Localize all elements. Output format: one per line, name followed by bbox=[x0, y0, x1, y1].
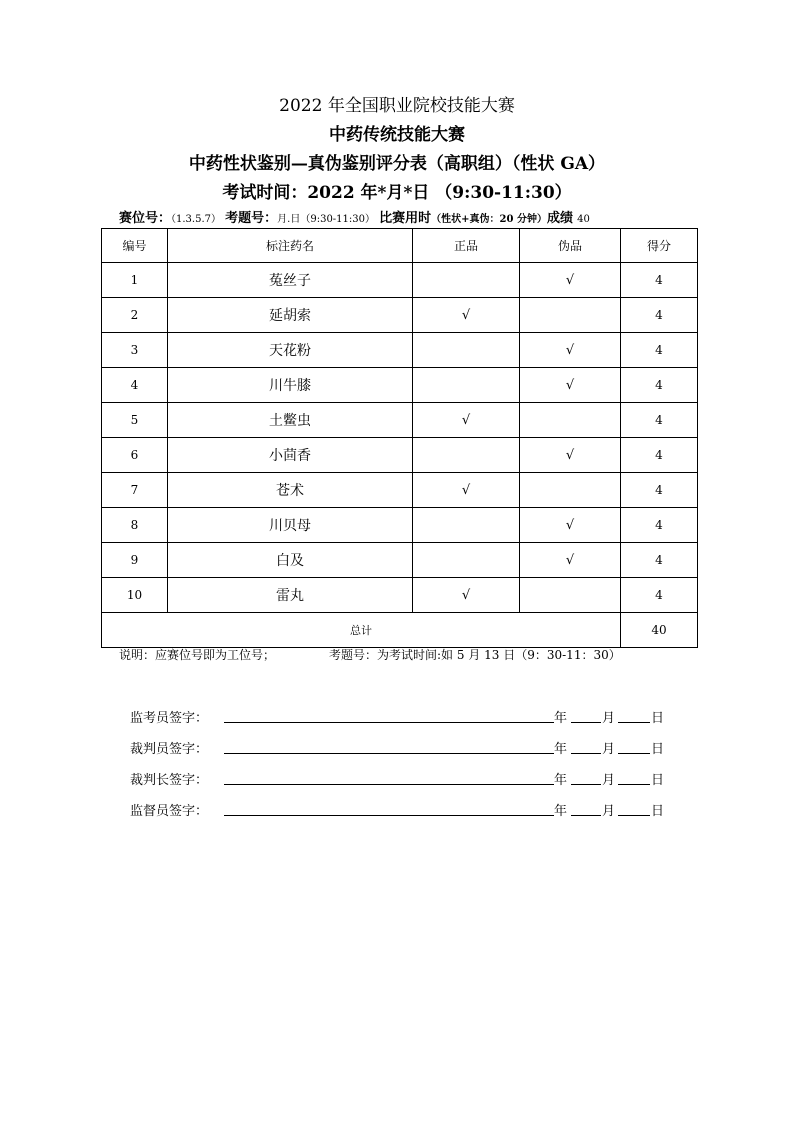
month-label: 月 bbox=[602, 804, 616, 819]
row-score: 4 bbox=[621, 508, 698, 543]
day-blank[interactable] bbox=[618, 815, 650, 816]
row-no: 5 bbox=[102, 403, 168, 438]
row-name: 土鳖虫 bbox=[168, 403, 413, 438]
year-label: 年 bbox=[554, 711, 568, 726]
row-no: 7 bbox=[102, 473, 168, 508]
row-genuine: √ bbox=[413, 298, 520, 333]
day-blank[interactable] bbox=[618, 722, 650, 723]
signature-line[interactable] bbox=[224, 784, 554, 785]
row-genuine bbox=[413, 368, 520, 403]
note-seat: 说明：应赛位号即为工位号； bbox=[119, 648, 276, 662]
row-name: 白及 bbox=[168, 543, 413, 578]
day-blank[interactable] bbox=[618, 784, 650, 785]
score-label: 成绩 bbox=[546, 211, 573, 226]
table-row bbox=[102, 368, 698, 403]
row-fake: √ bbox=[520, 333, 621, 368]
total-label: 总计 bbox=[102, 613, 621, 648]
row-score: 4 bbox=[621, 543, 698, 578]
row-name: 川贝母 bbox=[168, 508, 413, 543]
table-header-row bbox=[102, 229, 698, 263]
row-genuine bbox=[413, 333, 520, 368]
total-row bbox=[102, 613, 698, 648]
row-score: 4 bbox=[621, 578, 698, 613]
header-fake: 伪品 bbox=[520, 229, 621, 263]
row-score: 4 bbox=[621, 403, 698, 438]
row-score: 4 bbox=[621, 368, 698, 403]
table-row bbox=[102, 403, 698, 438]
row-no: 9 bbox=[102, 543, 168, 578]
title-block bbox=[0, 92, 794, 208]
day-label: 日 bbox=[651, 742, 665, 757]
competition-title: 2022 年全国职业院校技能大赛 bbox=[279, 96, 515, 116]
signature-label: 监考员签字： bbox=[130, 711, 209, 726]
row-no: 4 bbox=[102, 368, 168, 403]
row-score: 4 bbox=[621, 473, 698, 508]
year-label: 年 bbox=[554, 804, 568, 819]
row-no: 3 bbox=[102, 333, 168, 368]
header-genuine: 正品 bbox=[413, 229, 520, 263]
header-name: 标注药名 bbox=[168, 229, 413, 263]
row-genuine bbox=[413, 543, 520, 578]
event-title: 中药传统技能大赛 bbox=[329, 125, 465, 145]
seat-label: 赛位号： bbox=[119, 211, 172, 226]
row-name: 菟丝子 bbox=[168, 263, 413, 298]
signature-line[interactable] bbox=[224, 753, 554, 754]
form-title: 中药性状鉴别—真伪鉴别评分表（高职组）（性状 GA） bbox=[188, 154, 606, 174]
row-fake bbox=[520, 298, 621, 333]
year-label: 年 bbox=[554, 742, 568, 757]
table-row bbox=[102, 508, 698, 543]
score-table bbox=[101, 228, 698, 648]
month-blank[interactable] bbox=[571, 722, 601, 723]
row-name: 小茴香 bbox=[168, 438, 413, 473]
row-no: 10 bbox=[102, 578, 168, 613]
row-fake: √ bbox=[520, 438, 621, 473]
day-label: 日 bbox=[651, 711, 665, 726]
row-no: 8 bbox=[102, 508, 168, 543]
row-fake bbox=[520, 473, 621, 508]
seat-value: （1.3.5.7） bbox=[171, 214, 222, 225]
row-name: 天花粉 bbox=[168, 333, 413, 368]
table-row bbox=[102, 578, 698, 613]
row-genuine bbox=[413, 508, 520, 543]
row-no: 1 bbox=[102, 263, 168, 298]
signature-label: 监督员签字： bbox=[130, 804, 209, 819]
exam-label: 考题号： bbox=[225, 211, 278, 226]
table-row bbox=[102, 263, 698, 298]
row-name: 延胡索 bbox=[168, 298, 413, 333]
time-note: （性状+真伪：20 分钟） bbox=[431, 214, 547, 225]
row-no: 6 bbox=[102, 438, 168, 473]
row-genuine: √ bbox=[413, 473, 520, 508]
row-score: 4 bbox=[621, 298, 698, 333]
signature-label: 裁判员签字： bbox=[130, 742, 209, 757]
note-line bbox=[119, 646, 621, 663]
signature-line[interactable] bbox=[224, 722, 554, 723]
total-value: 40 bbox=[621, 613, 698, 648]
table-row bbox=[102, 473, 698, 508]
row-fake: √ bbox=[520, 368, 621, 403]
year-label: 年 bbox=[554, 773, 568, 788]
month-blank[interactable] bbox=[571, 753, 601, 754]
note-exam: 考题号：为考试时间:如 5 月 13 日（9：30-11：30） bbox=[329, 648, 621, 662]
row-genuine bbox=[413, 438, 520, 473]
signature-label: 裁判长签字： bbox=[130, 773, 209, 788]
row-fake bbox=[520, 578, 621, 613]
row-name: 川牛膝 bbox=[168, 368, 413, 403]
row-fake: √ bbox=[520, 543, 621, 578]
day-blank[interactable] bbox=[618, 753, 650, 754]
day-label: 日 bbox=[651, 773, 665, 788]
table-row bbox=[102, 438, 698, 473]
row-name: 雷丸 bbox=[168, 578, 413, 613]
info-line bbox=[119, 210, 699, 229]
row-genuine: √ bbox=[413, 403, 520, 438]
row-genuine: √ bbox=[413, 578, 520, 613]
row-fake: √ bbox=[520, 508, 621, 543]
row-score: 4 bbox=[621, 333, 698, 368]
row-no: 2 bbox=[102, 298, 168, 333]
row-fake: √ bbox=[520, 263, 621, 298]
row-genuine bbox=[413, 263, 520, 298]
month-label: 月 bbox=[602, 711, 616, 726]
exam-value: 月.日（9:30-11:30） bbox=[277, 214, 376, 225]
table-row bbox=[102, 333, 698, 368]
signature-line[interactable] bbox=[224, 815, 554, 816]
row-name: 苍术 bbox=[168, 473, 413, 508]
exam-time-title: 考试时间：2022 年*月*日 （9:30-11:30） bbox=[222, 183, 572, 203]
row-score: 4 bbox=[621, 438, 698, 473]
row-fake bbox=[520, 403, 621, 438]
month-blank[interactable] bbox=[571, 784, 601, 785]
header-no: 编号 bbox=[102, 229, 168, 263]
row-score: 4 bbox=[621, 263, 698, 298]
header-score: 得分 bbox=[621, 229, 698, 263]
time-label: 比赛用时 bbox=[379, 211, 432, 226]
month-blank[interactable] bbox=[571, 815, 601, 816]
table-row bbox=[102, 543, 698, 578]
table-row bbox=[102, 298, 698, 333]
month-label: 月 bbox=[602, 742, 616, 757]
month-label: 月 bbox=[602, 773, 616, 788]
day-label: 日 bbox=[651, 804, 665, 819]
score-value: 40 bbox=[577, 214, 590, 225]
